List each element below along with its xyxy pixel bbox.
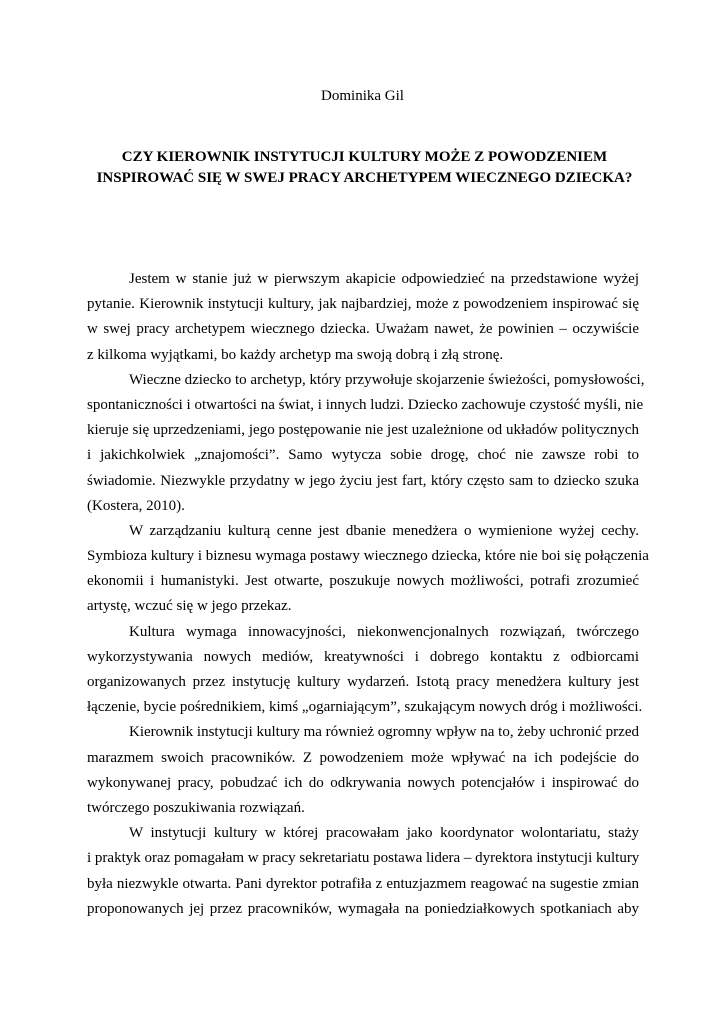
- text-line: pytanie. Kierownik instytucji kultury, jak najbardziej, może z powodzeniem inspirować się: [87, 296, 639, 313]
- text-line: ekonomii i humanistyki. Jest otwarte, poszukuje nowych możliwości, potrafi zrozumieć: [87, 573, 639, 590]
- document-body: [87, 267, 649, 922]
- text-line: Wieczne dziecko to archetyp, który przywołuje skojarzenie świeżości, pomysłowości,: [129, 371, 645, 388]
- title-line: INSPIROWAĆ SIĘ W SWEJ PRACY ARCHETYPEM WIECZNEGO DZIECKA?: [96, 170, 633, 186]
- paragraph: [87, 519, 649, 620]
- text-line: była niezwykle otwarta. Pani dyrektor potrafiła z entuzjazmem reagować na sugestie zmian: [87, 875, 639, 892]
- text-line: świadomie. Niezwykle przydatny w jego życiu jest fart, który często sam to dziecko szuka: [87, 472, 639, 489]
- text-line: (Kostera, 2010).: [87, 497, 185, 514]
- text-line: i jakichkolwiek „znajomości”. Samo wytycza sobie drogę, choć nie zawsze robi to: [87, 447, 639, 464]
- text-line: organizowanych przez instytucję kultury wydarzeń. Istotą pracy menedżera kultury jest: [87, 674, 639, 690]
- text-line: artystę, wczuć się w jego przekaz.: [87, 598, 292, 615]
- text-line: kieruje się uprzedzeniami, jego postępowanie nie jest uzależnione od układów politycznych: [87, 422, 639, 439]
- text-line: W instytucji kultury w której pracowałam jako koordynator wolontariatu, staży: [129, 825, 639, 842]
- paragraph: [87, 821, 639, 922]
- text-line: marazmem swoich pracowników. Z powodzeniem może wpływać na ich podejście do: [87, 749, 639, 766]
- paragraph: [87, 620, 643, 721]
- text-line: Kierownik instytucji kultury ma również ogromny wpływ na to, żeby uchronić przed: [129, 724, 639, 741]
- text-line: Symbioza kultury i biznesu wymaga postawy wiecznego dziecka, które nie boi się połączenia: [87, 548, 649, 565]
- text-line: wykorzystywania nowych mediów, kreatywności i dobrego kontaktu z odbiorcami: [87, 648, 639, 665]
- text-line: i praktyk oraz pomagałam w pracy sekretariatu postawa lidera – dyrektora instytucji kultury: [87, 850, 640, 867]
- text-line: w swej pracy archetypem wiecznego dziecka. Uważam nawet, że powinien – oczywiście: [87, 321, 639, 338]
- text-line: proponowanych jej przez pracowników, wymagała na poniedziałkowych spotkaniach aby: [87, 900, 639, 917]
- paragraph: [87, 720, 639, 821]
- document-title: [90, 147, 639, 189]
- text-line: Jestem w stanie już w pierwszym akapicie odpowiedzieć na przedstawione wyżej: [129, 271, 639, 287]
- title-line: CZY KIEROWNIK INSTYTUCJI KULTURY MOŻE Z POWODZENIEM: [121, 149, 608, 165]
- text-line: spontaniczności i otwartości na świat, i innych ludzi. Dziecko zachowuje czystość myśli, nie: [87, 396, 644, 413]
- paragraph: [87, 368, 645, 519]
- text-line: wykonywanej pracy, pobudzać ich do odkrywania nowych potencjałów i inspirować do: [87, 774, 639, 791]
- text-line: Kultura wymaga innowacyjności, niekonwencjonalnych rozwiązań, twórczego: [129, 623, 639, 640]
- text-line: łączenie, bycie pośrednikiem, kimś „ogarniającym”, szukającym nowych dróg i możliwości.: [87, 699, 643, 716]
- text-line: z kilkoma wyjątkami, bo każdy archetyp ma swoją dobrą i złą stronę.: [87, 346, 504, 363]
- paragraph: [87, 267, 639, 368]
- text-line: twórczego poszukiwania rozwiązań.: [87, 799, 305, 816]
- text-line: W zarządzaniu kulturą cenne jest dbanie menedżera o wymienione wyżej cechy.: [129, 522, 639, 539]
- author-name: Dominika Gil: [321, 88, 404, 104]
